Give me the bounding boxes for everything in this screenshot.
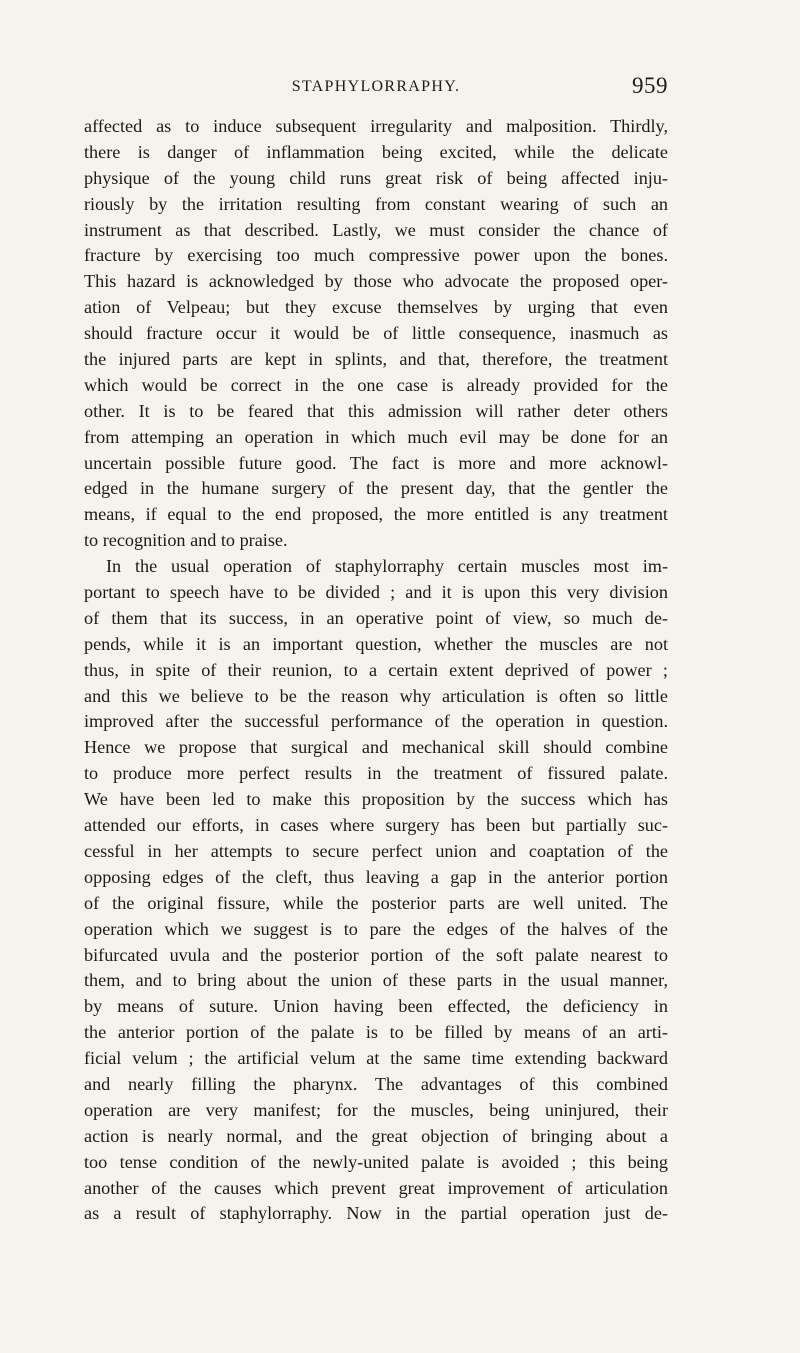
text-line: In the usual operation of staphylorraphy certain muscles most im- xyxy=(106,556,668,577)
text-line: and nearly filling the pharynx. The advantages of this combined xyxy=(84,1073,668,1094)
text-line: to produce more perfect results in the treatment of fissured palate. xyxy=(84,763,668,784)
text-line: cessful in her attempts to secure perfect union and coaptation of the xyxy=(84,840,668,861)
text-line: as a result of staphylorraphy. Now in the partial operation just de- xyxy=(84,1203,668,1224)
text-line: and this we believe to be the reason why articulation is often so little xyxy=(84,685,668,706)
text-line: too tense condition of the newly-united palate is avoided ; this being xyxy=(84,1151,668,1172)
text-line: there is danger of inflammation being excited, while the delicate xyxy=(84,141,668,162)
text-line: operation which we suggest is to pare the edges of the halves of the xyxy=(84,918,668,939)
running-head xyxy=(84,64,668,104)
text-line: This hazard is acknowledged by those who advocate the proposed oper- xyxy=(84,271,668,292)
text-line: which would be correct in the one case is already provided for the xyxy=(84,374,668,395)
text-line: from attemping an operation in which much evil may be done for an xyxy=(84,426,668,447)
text-line: We have been led to make this proposition by the success which has xyxy=(84,789,668,810)
text-line: another of the causes which prevent great improvement of articulation xyxy=(84,1177,668,1198)
page-number: 959 xyxy=(632,73,668,98)
text-line: bifurcated uvula and the posterior portion of the soft palate nearest to xyxy=(84,944,668,965)
text-line: them, and to bring about the union of these parts in the usual manner, xyxy=(84,970,668,991)
text-line: uncertain possible future good. The fact is more and more acknowl- xyxy=(84,452,668,473)
text-line: attended our efforts, in cases where surgery has been but partially suc- xyxy=(84,815,668,836)
text-line: action is nearly normal, and the great objection of bringing about a xyxy=(84,1125,668,1146)
text-line: riously by the irritation resulting from constant wearing of such an xyxy=(84,193,668,214)
text-line: other. It is to be feared that this admission will rather deter others xyxy=(84,400,668,421)
text-line: instrument as that described. Lastly, we must consider the chance of xyxy=(84,219,668,240)
text-line: affected as to induce subsequent irregularity and malposition. Thirdly, xyxy=(84,116,668,136)
text-line: edged in the humane surgery of the present day, that the gentler the xyxy=(84,478,668,499)
text-line: portant to speech have to be divided ; and it is upon this very division xyxy=(84,582,668,603)
text-line: opposing edges of the cleft, thus leaving a gap in the anterior portion xyxy=(84,866,668,887)
text-line: pends, while it is an important question, whether the muscles are not xyxy=(84,633,668,654)
text-line: thus, in spite of their reunion, to a certain extent deprived of power ; xyxy=(84,659,668,680)
text-line: ficial velum ; the artificial velum at the same time extending backward xyxy=(84,1048,668,1069)
text-line: by means of suture. Union having been effected, the deficiency in xyxy=(84,996,668,1017)
text-line: to recognition and to praise. xyxy=(84,530,288,551)
running-title: STAPHYLORRAPHY. xyxy=(291,78,461,95)
text-line: of the original fissure, while the posterior parts are well united. The xyxy=(84,892,668,913)
text-line: of them that its success, in an operative point of view, so much de- xyxy=(84,607,668,628)
body-text xyxy=(84,114,668,1227)
text-line: Hence we propose that surgical and mechanical skill should combine xyxy=(84,737,668,758)
text-line: improved after the successful performance of the operation in question. xyxy=(84,711,668,732)
text-line: means, if equal to the end proposed, the more entitled is any treatment xyxy=(84,504,668,525)
text-line: the injured parts are kept in splints, and that, therefore, the treatment xyxy=(84,349,668,370)
text-line: ation of Velpeau; but they excuse themselves by urging that even xyxy=(84,297,668,318)
text-line: fracture by exercising too much compressive power upon the bones. xyxy=(84,245,668,266)
text-line: should fracture occur it would be of little consequence, inasmuch as xyxy=(84,323,668,344)
text-line: the anterior portion of the palate is to be filled by means of an arti- xyxy=(84,1022,668,1043)
text-line: physique of the young child runs great risk of being affected inju- xyxy=(84,167,668,188)
text-line: operation are very manifest; for the muscles, being uninjured, their xyxy=(84,1099,668,1120)
